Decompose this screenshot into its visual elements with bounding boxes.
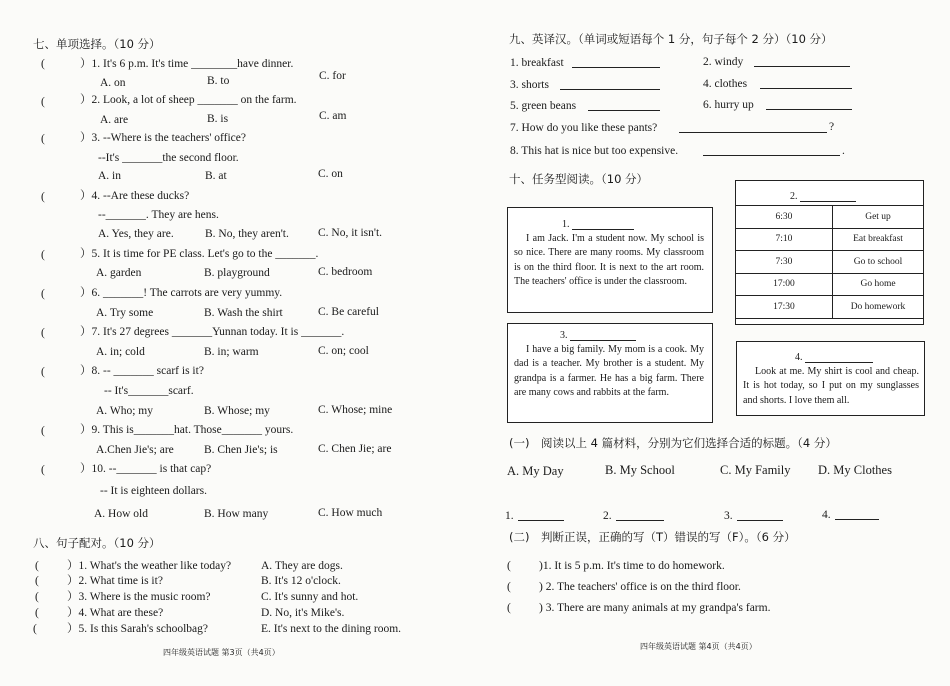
passage-2-box [735, 180, 924, 325]
answer-line[interactable] [754, 66, 850, 67]
question-10-line2: -- It is eighteen dollars. [100, 485, 207, 497]
title-blank[interactable] [800, 201, 856, 202]
translate-item-2: 2. windy [703, 56, 744, 68]
answer-paren[interactable]: ( [41, 464, 45, 476]
option-a: A. in; cold [96, 346, 145, 358]
table-row [736, 251, 924, 274]
passage-1-box [507, 207, 713, 313]
answer-paren[interactable]: ( [41, 58, 45, 70]
answer-paren[interactable]: ( [35, 560, 39, 572]
schedule-table [735, 205, 924, 319]
option-a: A. garden [96, 267, 142, 279]
match-answer-d: D. No, it's Mike's. [261, 607, 345, 619]
passage-2-number: 2. [790, 191, 798, 202]
table-row [736, 206, 924, 229]
translate-sentence-8: 8. This hat is nice but too expensive. [510, 145, 679, 157]
answer-line[interactable] [588, 110, 660, 111]
translate-item-4: 4. clothes [703, 78, 748, 90]
match-answer-a: A. They are dogs. [261, 560, 343, 572]
title-blank[interactable] [572, 229, 634, 230]
question-3-line2: --It's _______the second floor. [98, 152, 239, 164]
option-c: C. bedroom [318, 266, 373, 278]
option-b: B. Wash the shirt [204, 307, 283, 319]
option-b: B. is [207, 113, 229, 125]
blank-label-2: 2. [603, 510, 612, 522]
match-question-3: ）3. Where is the music room? [67, 591, 211, 603]
time-cell: 17:00 [736, 273, 833, 296]
translate-item-1: 1. breakfast [510, 57, 564, 69]
answer-paren[interactable]: ( [41, 288, 45, 300]
activity-cell: Go to school [833, 251, 924, 274]
option-b: B. in; warm [204, 346, 259, 358]
option-a: A. on [100, 77, 126, 89]
table-row [736, 228, 924, 251]
option-a: A. Yes, they are. [98, 228, 174, 240]
activity-cell: Do homework [833, 296, 924, 319]
answer-paren[interactable]: ( [41, 366, 45, 378]
answer-paren[interactable]: ( [507, 581, 511, 593]
answer-paren[interactable]: ( [41, 191, 45, 203]
answer-paren[interactable]: ( [35, 591, 39, 603]
answer-line[interactable] [560, 89, 660, 90]
blank-label-1: 1. [505, 510, 514, 522]
option-c: C. on [318, 168, 343, 180]
table-row [736, 296, 924, 319]
answer-line[interactable] [518, 520, 564, 521]
question-1: ）1. It's 6 p.m. It's time ________have dinner. [80, 58, 294, 70]
title-option-a: A. My Day [507, 464, 564, 478]
passage-4-text: Look at me. My shirt is cool and cheap. It is hot today, so I put on my sunglasses and shorts. I love them all. [743, 366, 919, 406]
answer-line[interactable] [679, 132, 827, 133]
answer-line[interactable] [616, 520, 664, 521]
option-c: C. Be careful [318, 306, 379, 318]
translate-sentence-7: 7. How do you like these pants? [510, 122, 658, 134]
question-6: ）6. _______! The carrots are very yummy. [80, 287, 283, 299]
answer-paren[interactable]: ( [41, 249, 45, 261]
table-row [736, 273, 924, 296]
time-cell: 7:30 [736, 251, 833, 274]
option-c: C. on; cool [318, 345, 369, 357]
question-4: ）4. --Are these ducks? [80, 190, 190, 202]
option-a: A. How old [94, 508, 148, 520]
answer-paren[interactable]: ( [35, 607, 39, 619]
section-9-title: 九、英译汉。（单词或短语每个 1 分，句子每个 2 分）（10 分） [509, 32, 833, 46]
match-question-4: ）4. What are these? [67, 607, 164, 619]
answer-paren[interactable]: ( [41, 96, 45, 108]
sentence-8-end: . [842, 145, 845, 157]
title-blank[interactable] [570, 340, 636, 341]
question-8-line2: -- It's_______scarf. [104, 385, 194, 397]
option-c: C. for [319, 70, 346, 82]
activity-cell: Get up [833, 206, 924, 229]
option-a: A. are [100, 114, 129, 126]
answer-paren[interactable]: ( [35, 575, 39, 587]
sentence-7-end: ? [829, 121, 835, 133]
page-footer-left: 四年级英语试题 第3页（共4页） [163, 648, 280, 657]
activity-cell: Go home [833, 273, 924, 296]
answer-line[interactable] [760, 88, 852, 89]
answer-line[interactable] [766, 109, 852, 110]
option-b: B. Chen Jie's; is [204, 444, 278, 456]
answer-line[interactable] [835, 519, 879, 520]
option-c: C. Whose; mine [318, 404, 393, 416]
option-b: B. at [205, 170, 227, 182]
passage-3-text: I have a big family. My mom is a cook. My dad is a teacher. My brother is a student. My grandpa is a farmer. He has a big farm. There are many cows and rabbits at the farm. [514, 344, 704, 398]
option-a: A.Chen Jie's; are [96, 444, 174, 456]
section-7-title: 七、单项选择。（10 分） [33, 37, 161, 51]
answer-paren[interactable]: ( [41, 327, 45, 339]
passage-1-text: I am Jack. I'm a student now. My school is so nice. There are many rooms. My classroom is on the third floor. It is next to the art room. The teachers' office is under the classroom. [514, 233, 704, 287]
answer-paren[interactable]: ( [507, 560, 511, 572]
question-5: ）5. It is time for PE class. Let's go to the _______. [80, 248, 319, 260]
answer-line[interactable] [737, 520, 783, 521]
time-cell: 6:30 [736, 206, 833, 229]
passage-4-number: 4. [795, 352, 803, 363]
option-a: A. Who; my [96, 405, 153, 417]
match-answer-c: C. It's sunny and hot. [261, 591, 359, 603]
passage-3-number: 3. [560, 330, 568, 341]
page-footer-right: 四年级英语试题 第4页（共4页） [640, 642, 757, 651]
blank-label-4: 4. [822, 509, 831, 521]
question-4-line2: --_______. They are hens. [98, 209, 219, 221]
option-c: C. am [319, 110, 347, 122]
option-b: B. playground [204, 267, 270, 279]
question-7: ）7. It's 27 degrees _______Yunnan today. It is _______. [80, 326, 345, 338]
translate-item-5: 5. green beans [510, 100, 577, 112]
judge-statement-1: )1. It is 5 p.m. It's time to do homework. [539, 560, 725, 572]
title-option-c: C. My Family [720, 463, 791, 477]
passage-3-box [507, 323, 713, 423]
judge-statement-2: ) 2. The teachers' office is on the third floor. [539, 581, 741, 593]
option-a: A. in [98, 170, 121, 182]
match-answer-e: E. It's next to the dining room. [261, 623, 402, 635]
title-option-d: D. My Clothes [818, 463, 892, 477]
answer-paren[interactable]: ( [41, 133, 45, 145]
part-a-title: (一) 阅读以上 4 篇材料，分别为它们选择合适的标题。（4 分） [509, 436, 837, 450]
option-b: B. No, they aren't. [205, 228, 289, 240]
passage-1-number: 1. [562, 219, 570, 230]
blank-label-3: 3. [724, 510, 733, 522]
answer-paren[interactable]: ( [507, 602, 511, 614]
question-8: ）8. -- _______ scarf is it? [80, 365, 204, 377]
section-10-title: 十、任务型阅读。（10 分） [509, 172, 649, 186]
section-8-title: 八、句子配对。（10 分） [33, 536, 161, 550]
answer-paren[interactable]: ( [41, 425, 45, 437]
judge-statement-3: ) 3. There are many animals at my grandpa's farm. [539, 602, 771, 614]
option-a: A. Try some [96, 307, 154, 319]
title-option-b: B. My School [605, 463, 675, 477]
answer-line[interactable] [703, 155, 840, 156]
part-b-title: (二) 判断正误，正确的写（T）错误的写（F）。（6 分） [509, 530, 796, 544]
option-c: C. No, it isn't. [318, 227, 383, 239]
translate-item-3: 3. shorts [510, 79, 549, 91]
translate-item-6: 6. hurry up [703, 99, 754, 111]
option-b: B. to [207, 75, 230, 87]
option-b: B. How many [204, 508, 269, 520]
time-cell: 7:10 [736, 228, 833, 251]
question-10: ）10. --_______ is that cap? [80, 463, 212, 475]
option-c: C. Chen Jie; are [318, 443, 392, 455]
option-c: C. How much [318, 507, 383, 519]
match-question-1: ）1. What's the weather like today? [67, 560, 232, 572]
passage-4-box [736, 341, 925, 416]
option-b: B. Whose; my [204, 405, 270, 417]
match-question-5: ）5. Is this Sarah's schoolbag? [67, 623, 209, 635]
title-blank[interactable] [805, 362, 873, 363]
question-2: ）2. Look, a lot of sheep _______ on the farm. [80, 94, 297, 106]
question-9: ）9. This is_______hat. Those_______ yours. [80, 424, 294, 436]
time-cell: 17:30 [736, 296, 833, 319]
answer-paren[interactable]: ( [33, 623, 37, 635]
match-question-2: ）2. What time is it? [67, 575, 163, 587]
match-answer-b: B. It's 12 o'clock. [261, 575, 341, 587]
answer-line[interactable] [572, 67, 660, 68]
activity-cell: Eat breakfast [833, 228, 924, 251]
question-3: ）3. --Where is the teachers' office? [80, 132, 246, 144]
